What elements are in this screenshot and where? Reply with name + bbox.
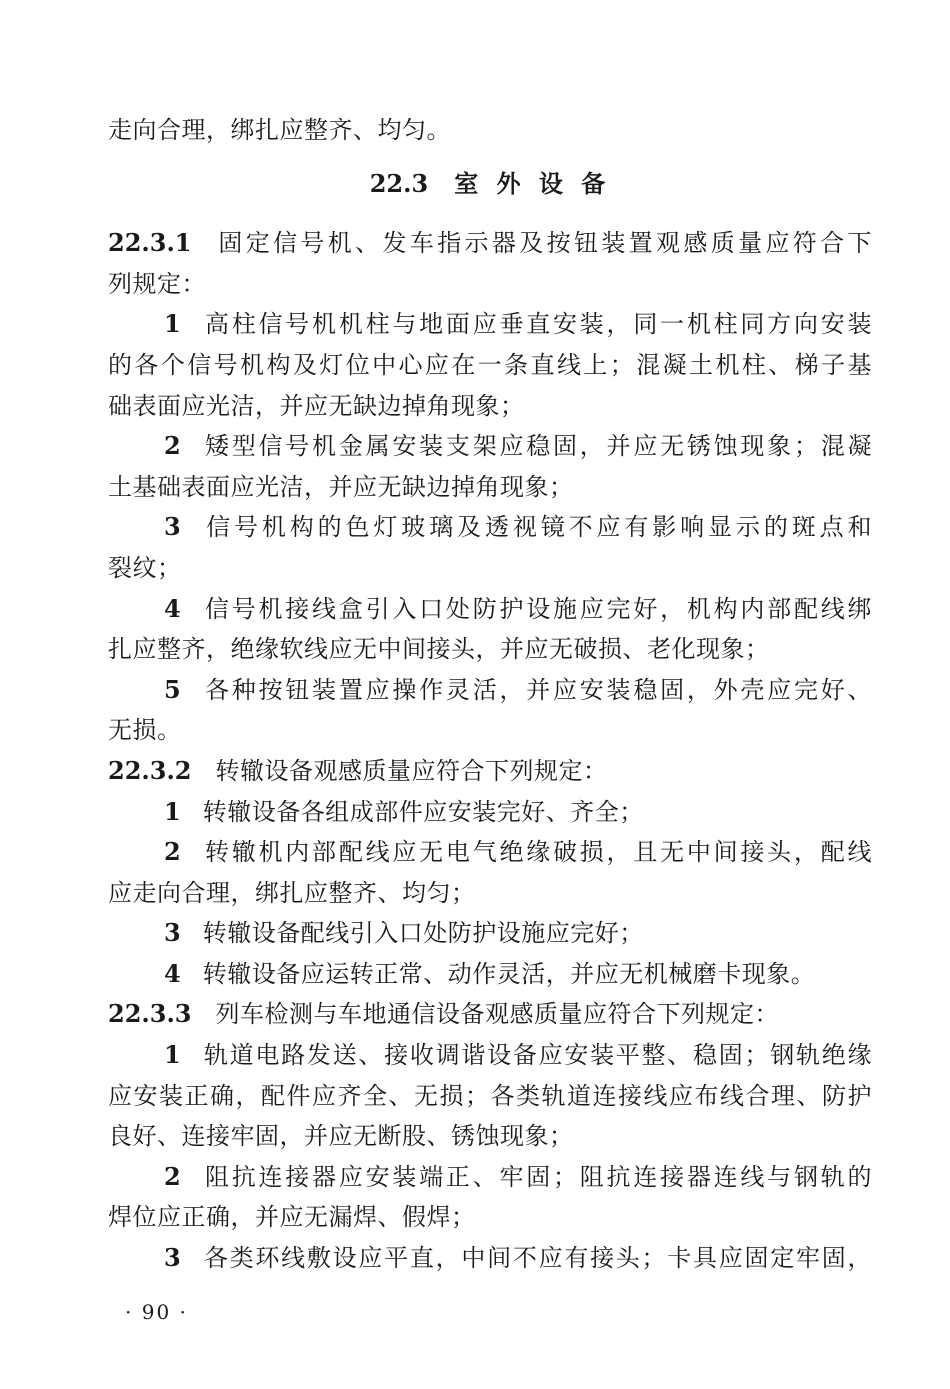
item-text: 转辙设备应运转正常、动作灵活，并应无机械磨卡现象。	[202, 959, 816, 988]
text-line: 裂纹；	[108, 553, 182, 582]
item-line	[108, 954, 872, 995]
text-line: 的各个信号机构及灯位中心应在一条直线上；混凝土机柱、梯子基	[108, 350, 872, 379]
clause-number: 22.3.1	[108, 228, 192, 258]
item-number: 2	[164, 1161, 181, 1191]
item-number: 2	[164, 837, 181, 867]
text-line: 无损。	[108, 716, 182, 745]
item-line	[108, 792, 872, 833]
item-text: 阻抗连接器应安装端正、牢固；阻抗连接器连线与钢轨的	[202, 1162, 872, 1191]
item-number: 1	[164, 1040, 181, 1070]
clause-number: 22.3.3	[108, 999, 192, 1029]
item-text: 转辙设备各组成部件应安装完好、齐全；	[202, 797, 644, 826]
text-line: 应安装正确，配件应齐全、无损；各类轨道连接线应布线合理、防护	[108, 1081, 872, 1110]
item-number: 1	[164, 796, 181, 826]
item-line	[108, 832, 872, 873]
text-line: 础表面应光洁，并应无缺边掉角现象；	[108, 391, 525, 420]
clause-text: 转辙设备观感质量应符合下列规定：	[215, 756, 608, 785]
clause-line	[108, 994, 872, 1035]
item-number: 3	[164, 918, 181, 948]
clause-number: 22.3.2	[108, 755, 192, 785]
item-text: 各类环线敷设应平直，中间不应有接头；卡具应固定牢固，	[202, 1244, 872, 1273]
item-text: 矮型信号机金属安装支架应稳固，并应无锈蚀现象；混凝	[202, 432, 872, 461]
item-line	[108, 426, 872, 467]
clause-line	[108, 223, 872, 264]
text-line: 走向合理，绑扎应整齐、均匀。	[108, 116, 451, 144]
page-number: · 90 ·	[125, 1300, 188, 1324]
item-number: 4	[164, 593, 181, 623]
item-number: 2	[164, 431, 181, 461]
item-text: 转辙设备配线引入口处防护设施应完好；	[202, 919, 644, 948]
text-line: 土基础表面应光洁，并应无缺边掉角现象；	[108, 472, 574, 501]
item-number: 5	[164, 674, 181, 704]
item-line	[108, 913, 872, 954]
item-text: 高柱信号机机柱与地面应垂直安装，同一机柱同方向安装	[202, 310, 872, 339]
item-text: 转辙机内部配线应无电气绝缘破损，且无中间接头，配线	[202, 838, 872, 867]
section-number: 22.3	[369, 168, 429, 198]
text-line: 扎应整齐，绝缘软线应无中间接头，并应无破损、老化现象；	[108, 635, 770, 664]
item-number: 4	[164, 958, 181, 988]
item-line	[108, 1238, 872, 1279]
clause-text: 固定信号机、发车指示器及按钮装置观感质量应符合下	[215, 229, 872, 258]
item-text: 信号机构的色灯玻璃及透视镜不应有影响显示的斑点和	[202, 513, 872, 542]
item-line	[108, 589, 872, 630]
item-line	[108, 670, 872, 711]
text-line: 焊位应正确，并应无漏焊、假焊；	[108, 1203, 476, 1232]
item-number: 1	[164, 309, 181, 339]
item-text: 轨道电路发送、接收调谐设备应安装平整、稳固；钢轨绝缘	[202, 1041, 872, 1070]
item-text: 信号机接线盒引入口处防护设施应完好，机构内部配线绑	[202, 594, 872, 623]
clause-line	[108, 751, 872, 792]
text-line: 应走向合理，绑扎应整齐、均匀；	[108, 878, 476, 907]
item-number: 3	[164, 512, 181, 542]
section-title: 室 外 设 备	[454, 168, 611, 198]
item-line	[108, 1035, 872, 1076]
item-text: 各种按钮装置应操作灵活，并应安装稳固，外壳应完好、	[202, 675, 872, 704]
item-number: 3	[164, 1243, 181, 1273]
text-line: 良好、连接牢固，并应无断股、锈蚀现象；	[108, 1122, 574, 1151]
item-line	[108, 304, 872, 345]
item-line	[108, 507, 872, 548]
text-line: 列规定：	[108, 269, 206, 298]
page-body	[108, 110, 872, 1279]
section-heading	[108, 164, 872, 205]
clause-text: 列车检测与车地通信设备观感质量应符合下列规定：	[215, 1000, 780, 1029]
item-line	[108, 1157, 872, 1198]
